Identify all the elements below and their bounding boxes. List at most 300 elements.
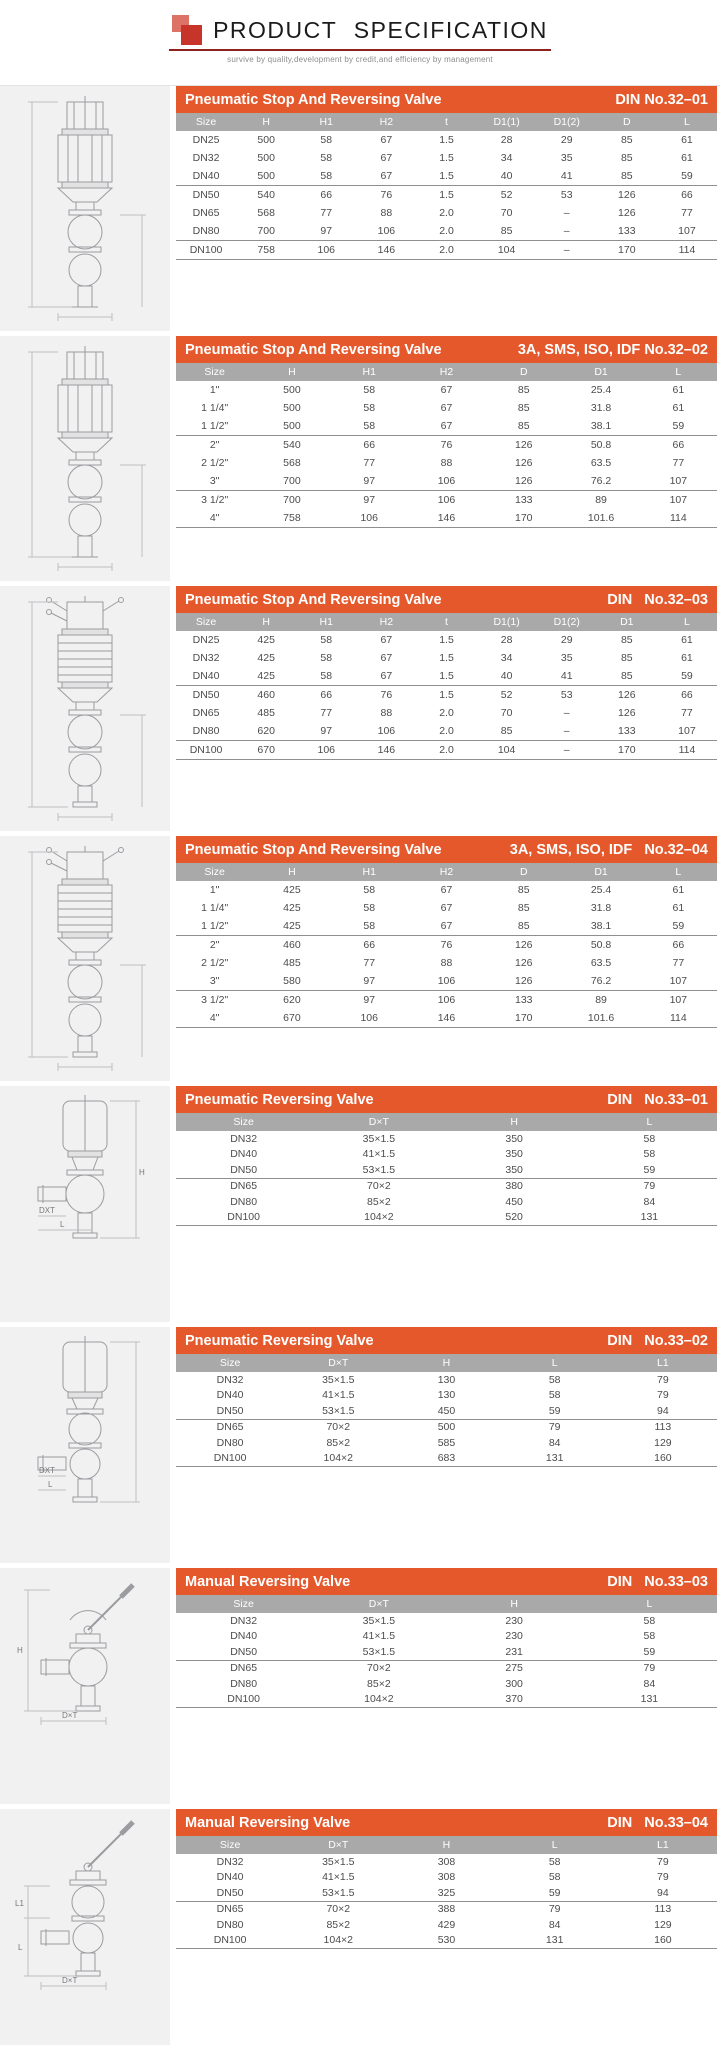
table-cell: 61 — [681, 634, 693, 646]
table-cell: DN50 — [176, 1403, 284, 1419]
dimension-label-l: L — [18, 1943, 23, 1952]
table-cell: 126 — [618, 689, 636, 701]
table-cell: 63.5 — [590, 457, 612, 469]
table-cell: 85×2 — [367, 1195, 391, 1208]
table-cell: 67 — [380, 134, 393, 146]
table-area — [176, 86, 720, 336]
table-cell: 67 — [440, 402, 453, 414]
table-row — [176, 436, 717, 455]
column-header: H — [392, 1836, 500, 1854]
table-cell: 67 — [440, 902, 453, 914]
table-cell: DN32 — [192, 652, 220, 664]
spec-section-32-01 — [0, 86, 720, 336]
table-cell: 500 — [236, 167, 296, 186]
table-row — [176, 1613, 717, 1629]
table-cell: 58 — [331, 917, 408, 936]
table-cell: 67 — [356, 667, 416, 686]
table-row — [176, 686, 717, 705]
table-row — [176, 1660, 717, 1676]
table-cell: 580 — [253, 972, 330, 991]
dimension-label-l: L — [48, 1480, 53, 1489]
table-cell: 530 — [392, 1933, 500, 1949]
table-title: Pneumatic Stop And Reversing Valve — [185, 341, 442, 358]
table-cell: 79 — [548, 1421, 561, 1434]
table-cell: 58 — [363, 884, 376, 896]
table-cell: 70×2 — [367, 1180, 391, 1193]
table-cell: 85 — [620, 134, 633, 146]
table-row — [176, 1403, 717, 1419]
table-cell: DN80 — [216, 1918, 244, 1931]
table-cell: 308 — [437, 1855, 456, 1868]
table-row — [176, 241, 717, 260]
table-cell: 170 — [597, 741, 657, 760]
table-cell: 89 — [595, 994, 607, 1006]
table-row — [176, 1147, 717, 1163]
table-cell: 106 — [356, 222, 416, 241]
table-cell: 500 — [283, 402, 301, 414]
table-cell: 101.6 — [562, 1009, 639, 1028]
table-cell: 114 — [657, 741, 717, 760]
table-cell: 84 — [643, 1677, 656, 1690]
column-header-row — [176, 113, 717, 131]
table-row — [176, 1009, 717, 1028]
table-cell: 568 — [283, 457, 301, 469]
table-cell: 77 — [672, 957, 685, 969]
column-header: D1(1) — [477, 113, 537, 131]
spec-section-33-02 — [0, 1327, 720, 1568]
column-header: Size — [176, 363, 253, 381]
table-cell: 585 — [437, 1436, 456, 1449]
table-cell: – — [537, 222, 597, 241]
table-row — [176, 454, 717, 472]
table-cell: 126 — [485, 472, 562, 491]
column-header: Size — [176, 113, 236, 131]
table-cell: 380 — [505, 1180, 523, 1193]
table-cell: 1.5 — [439, 189, 454, 201]
table-cell: 77 — [320, 207, 333, 219]
table-cell: 85 — [517, 902, 530, 914]
table-cell: 146 — [356, 241, 416, 260]
table-row — [176, 1178, 717, 1194]
table-cell: 97 — [296, 722, 356, 741]
table-cell: 77 — [363, 957, 376, 969]
table-cell: 131 — [501, 1933, 609, 1949]
table-cell: 4" — [176, 509, 253, 528]
table-cell: 66 — [672, 439, 685, 451]
table-title-bar — [176, 86, 717, 113]
logo-square-front — [181, 25, 202, 45]
column-header: L — [640, 363, 717, 381]
table-cell: 2.0 — [416, 222, 476, 241]
table-title-bar — [176, 1809, 717, 1836]
table-cell: DN80 — [176, 222, 236, 241]
table-cell: 670 — [253, 1009, 330, 1028]
dimension-label-dxt: D×T — [62, 1976, 78, 1985]
table-cell: 500 — [283, 384, 301, 396]
table-cell: 76 — [440, 939, 453, 951]
table-cell: DN65 — [216, 1421, 244, 1434]
spec-table-container — [176, 1113, 717, 1226]
table-title-bar — [176, 586, 717, 613]
table-row — [176, 1885, 717, 1901]
table-cell: 59 — [501, 1885, 609, 1901]
table-cell: 114 — [657, 241, 717, 260]
table-title-bar — [176, 1327, 717, 1354]
column-header: H2 — [356, 113, 416, 131]
table-standard: DIN No.32–03 — [607, 591, 708, 608]
valve-diagram-panel — [0, 336, 170, 581]
table-cell: DN80 — [176, 722, 236, 741]
table-cell: 28 — [500, 134, 513, 146]
table-cell: 275 — [505, 1662, 523, 1675]
table-cell: 25.4 — [590, 384, 612, 396]
column-header: Size — [176, 863, 253, 881]
table-cell: 670 — [236, 741, 296, 760]
spec-table-container — [176, 363, 717, 528]
table-title: Pneumatic Stop And Reversing Valve — [185, 591, 442, 608]
table-cell: 107 — [669, 494, 688, 506]
table-row — [176, 1933, 717, 1949]
table-cell: 59 — [657, 667, 717, 686]
table-cell: 104 — [477, 241, 537, 260]
column-header-row — [176, 363, 717, 381]
table-cell: 130 — [437, 1373, 456, 1386]
table-row — [176, 1901, 717, 1917]
table-cell: 79 — [548, 1903, 561, 1916]
table-cell: 79 — [643, 1180, 656, 1193]
table-cell: 66 — [672, 939, 685, 951]
table-cell: 38.1 — [562, 917, 639, 936]
table-cell: 61 — [681, 134, 693, 146]
table-cell: DN80 — [230, 1195, 258, 1208]
table-cell: 58 — [320, 152, 333, 164]
table-cell: 50.8 — [590, 439, 612, 451]
table-cell: 85 — [620, 652, 633, 664]
table-cell: 129 — [654, 1918, 672, 1931]
table-cell: 106 — [331, 1009, 408, 1028]
table-title-bar — [176, 1086, 717, 1113]
table-row — [176, 472, 717, 491]
table-standard: DIN No.33–01 — [607, 1091, 708, 1108]
table-cell: 85 — [517, 884, 530, 896]
dimension-label-h: H — [139, 1168, 145, 1177]
table-cell: 350 — [505, 1148, 523, 1161]
column-header: D×T — [284, 1836, 392, 1854]
valve-diagram-panel — [0, 586, 170, 831]
column-header: H — [236, 613, 296, 631]
table-cell: 79 — [657, 1389, 669, 1402]
table-cell: 107 — [657, 222, 717, 241]
table-cell: 114 — [640, 509, 717, 528]
table-cell: DN80 — [230, 1677, 258, 1690]
table-cell: DN100 — [176, 1451, 284, 1467]
column-header: D1 — [597, 613, 657, 631]
column-header: H — [253, 863, 330, 881]
table-row — [176, 917, 717, 936]
table-title-bar — [176, 1568, 717, 1595]
table-cell: 77 — [681, 707, 693, 719]
table-row — [176, 741, 717, 760]
table-cell: 300 — [505, 1677, 523, 1690]
pneumatic-stop-valve-clamp-drawing — [10, 841, 160, 1079]
company-logo-icon — [172, 15, 203, 46]
table-standard: DIN No.33–04 — [607, 1814, 708, 1831]
table-cell: 76.2 — [562, 972, 639, 991]
table-cell: 53×1.5 — [311, 1644, 446, 1660]
table-cell: 67 — [440, 384, 453, 396]
table-cell: DN65 — [192, 207, 220, 219]
table-cell: 97 — [331, 472, 408, 491]
table-cell: 76 — [380, 689, 393, 701]
spec-section-33-01 — [0, 1086, 720, 1327]
table-cell: 101.6 — [562, 509, 639, 528]
table-cell: 126 — [485, 972, 562, 991]
table-cell: 114 — [640, 1009, 717, 1028]
spec-table-container — [176, 613, 717, 760]
table-row — [176, 936, 717, 955]
table-cell: DN50 — [192, 689, 220, 701]
dimension-label-l1: L1 — [15, 1899, 24, 1908]
table-cell: – — [537, 741, 597, 760]
dimension-label-dxt: DXT — [39, 1206, 55, 1215]
table-title-bar — [176, 836, 717, 863]
table-cell: 25.4 — [590, 884, 612, 896]
table-cell: 35×1.5 — [362, 1132, 396, 1145]
table-cell: 40 — [477, 167, 537, 186]
table-cell: 485 — [283, 957, 301, 969]
table-cell: 58 — [643, 1148, 656, 1161]
table-row — [176, 1629, 717, 1645]
table-cell: 79 — [657, 1871, 669, 1884]
table-cell: 67 — [380, 634, 393, 646]
spec-section-33-04 — [0, 1809, 720, 2050]
table-cell: 106 — [408, 472, 485, 491]
table-cell: 104×2 — [284, 1451, 392, 1467]
table-cell: DN40 — [230, 1630, 258, 1643]
table-cell: 3" — [176, 472, 253, 491]
spec-table-container — [176, 1354, 717, 1467]
table-row — [176, 399, 717, 417]
column-header: H — [253, 363, 330, 381]
table-title: Manual Reversing Valve — [185, 1573, 351, 1590]
valve-diagram-panel — [0, 86, 170, 331]
table-cell: 107 — [640, 972, 717, 991]
table-cell: 126 — [515, 439, 533, 451]
table-cell: 4" — [176, 1009, 253, 1028]
table-row — [176, 381, 717, 399]
table-cell: 66 — [320, 689, 333, 701]
column-header: L — [582, 1595, 717, 1613]
column-header: Size — [176, 1113, 311, 1131]
table-cell: 58 — [363, 902, 376, 914]
table-cell: 146 — [408, 509, 485, 528]
column-header: t — [416, 613, 476, 631]
table-cell: 58 — [296, 167, 356, 186]
column-header: H1 — [331, 863, 408, 881]
table-cell: 59 — [582, 1644, 717, 1660]
table-cell: DN100 — [176, 741, 236, 760]
pneumatic-stop-valve-drawing — [10, 341, 160, 579]
table-cell: 70×2 — [367, 1662, 391, 1675]
table-cell: 500 — [437, 1421, 456, 1434]
table-cell: 63.5 — [590, 957, 612, 969]
table-cell: 2" — [209, 939, 220, 951]
spec-section-32-03 — [0, 586, 720, 836]
table-cell: 325 — [392, 1885, 500, 1901]
valve-diagram-panel — [0, 1086, 170, 1322]
table-cell: DN25 — [192, 134, 220, 146]
column-header: L — [582, 1113, 717, 1131]
table-cell: 85×2 — [326, 1918, 351, 1931]
table-row — [176, 991, 717, 1010]
table-area — [176, 836, 720, 1086]
table-cell: 1 1/2" — [176, 417, 253, 436]
table-cell: 61 — [681, 152, 693, 164]
table-cell: DN65 — [192, 707, 220, 719]
table-cell: 70 — [500, 207, 513, 219]
table-cell: 53×1.5 — [311, 1162, 446, 1178]
table-cell: 85 — [517, 402, 530, 414]
table-cell: 77 — [320, 707, 333, 719]
column-header: H2 — [356, 613, 416, 631]
table-cell: 104 — [477, 741, 537, 760]
table-cell: DN100 — [176, 1933, 284, 1949]
table-cell: DN32 — [230, 1132, 258, 1145]
column-header: D — [485, 863, 562, 881]
table-row — [176, 1870, 717, 1886]
table-cell: 76 — [380, 189, 393, 201]
table-cell: 97 — [363, 994, 376, 1006]
table-cell: 58 — [320, 634, 333, 646]
table-row — [176, 131, 717, 149]
table-cell: 38.1 — [562, 417, 639, 436]
table-cell: DN32 — [230, 1614, 258, 1627]
table-cell: 85 — [597, 667, 657, 686]
table-cell: 131 — [501, 1451, 609, 1467]
spec-table — [176, 1354, 717, 1467]
table-cell: 88 — [440, 457, 453, 469]
table-cell: 61 — [672, 384, 685, 396]
table-cell: 76 — [440, 439, 453, 451]
table-cell: 58 — [320, 652, 333, 664]
table-area — [176, 1327, 720, 1568]
table-cell: 620 — [236, 722, 296, 741]
table-cell: 106 — [296, 241, 356, 260]
spec-table — [176, 1113, 717, 1226]
column-header: H2 — [408, 363, 485, 381]
table-cell: – — [537, 241, 597, 260]
table-cell: 450 — [392, 1403, 500, 1419]
table-standard: DIN No.32–01 — [615, 91, 708, 108]
column-header: H — [447, 1113, 582, 1131]
table-area — [176, 336, 720, 586]
table-cell: 425 — [253, 917, 330, 936]
table-row — [176, 417, 717, 436]
table-cell: 370 — [447, 1692, 582, 1708]
pneumatic-stop-valve-clamp-drawing — [10, 591, 160, 829]
table-row — [176, 972, 717, 991]
manual-reversing-valve-drawing — [10, 1814, 160, 2044]
table-cell: 1" — [209, 884, 220, 896]
table-cell: 106 — [296, 741, 356, 760]
table-cell: 104×2 — [311, 1210, 446, 1226]
table-cell: 230 — [505, 1630, 523, 1643]
table-cell: 85 — [517, 384, 530, 396]
column-header: L — [501, 1354, 609, 1372]
table-cell: 31.8 — [590, 402, 612, 414]
column-header: L — [657, 113, 717, 131]
table-cell: 79 — [657, 1373, 669, 1386]
table-cell: 41 — [537, 167, 597, 186]
table-cell: 61 — [681, 652, 693, 664]
table-cell: 35×1.5 — [362, 1614, 396, 1627]
column-header: H — [447, 1595, 582, 1613]
table-cell: DN50 — [176, 1162, 311, 1178]
spec-table — [176, 113, 717, 260]
table-row — [176, 204, 717, 222]
table-cell: 160 — [609, 1451, 717, 1467]
table-row — [176, 491, 717, 510]
table-cell: 3 1/2" — [201, 994, 229, 1006]
dimension-label-l: L — [60, 1220, 65, 1229]
table-cell: 97 — [331, 972, 408, 991]
table-cell: 67 — [380, 152, 393, 164]
table-cell: 620 — [283, 994, 301, 1006]
table-row — [176, 1419, 717, 1435]
table-cell: 79 — [657, 1855, 669, 1868]
table-row — [176, 509, 717, 528]
table-row — [176, 1451, 717, 1467]
table-cell: 35×1.5 — [322, 1373, 355, 1386]
table-cell: 53 — [560, 689, 573, 701]
table-standard: DIN No.33–03 — [607, 1573, 708, 1590]
column-header-row — [176, 1836, 717, 1854]
table-cell: 89 — [595, 494, 607, 506]
table-cell: 67 — [380, 652, 393, 664]
table-cell: 113 — [654, 1903, 672, 1916]
table-cell: 758 — [236, 241, 296, 260]
spec-section-33-03 — [0, 1568, 720, 1809]
table-cell: 59 — [640, 417, 717, 436]
table-cell: 53 — [560, 189, 573, 201]
table-area — [176, 1086, 720, 1327]
table-row — [176, 167, 717, 186]
table-cell: 106 — [437, 994, 456, 1006]
table-cell: 106 — [408, 972, 485, 991]
table-cell: 700 — [253, 472, 330, 491]
table-cell: 540 — [283, 439, 301, 451]
table-cell: 2.0 — [439, 707, 454, 719]
table-cell: 34 — [500, 152, 513, 164]
table-cell: 67 — [408, 917, 485, 936]
table-cell: 425 — [283, 902, 301, 914]
table-cell: 84 — [548, 1436, 561, 1449]
table-cell: 160 — [609, 1933, 717, 1949]
table-row — [176, 954, 717, 972]
table-cell: 58 — [331, 417, 408, 436]
table-cell: 66 — [363, 939, 376, 951]
column-header: D1(2) — [537, 113, 597, 131]
table-cell: 2.0 — [416, 241, 476, 260]
table-cell: 58 — [548, 1871, 561, 1884]
table-cell: 77 — [672, 457, 685, 469]
table-cell: 85 — [620, 152, 633, 164]
table-title: Pneumatic Stop And Reversing Valve — [185, 91, 442, 108]
table-cell: 85×2 — [326, 1436, 351, 1449]
table-cell: 58 — [363, 402, 376, 414]
table-cell: 58 — [643, 1630, 656, 1643]
table-row — [176, 1131, 717, 1147]
